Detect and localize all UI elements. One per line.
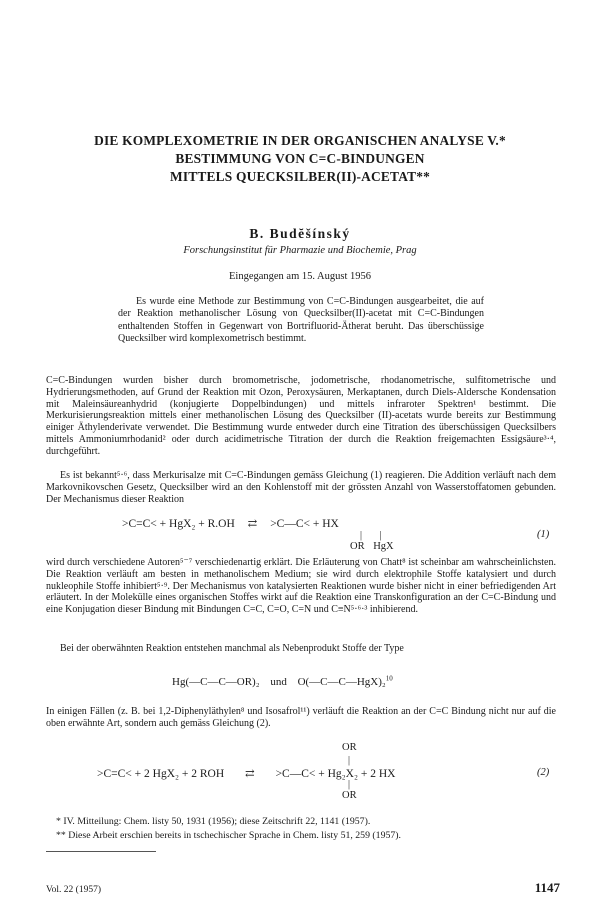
equation-2 xyxy=(97,766,395,780)
equation-2-top-bond: | xyxy=(348,755,351,766)
paragraph-2 xyxy=(46,470,556,505)
paragraph-5-text: In einigen Fällen (z. B. bei 1,2-Diphenyläthylen⁸ und Isosafrol¹¹) verläuft die Reaktion an der C=C Bindung nicht nur auf die oben erwähnte Art, sondern auch gemäss Gleichung (2). xyxy=(46,706,556,729)
paragraph-3 xyxy=(46,557,556,616)
abstract xyxy=(118,296,484,345)
title-line-2: BESTIMMUNG VON C=C-BINDUNGEN xyxy=(175,151,425,166)
author-name: B. Budĕšínský xyxy=(249,226,351,241)
equation-1 xyxy=(122,516,339,530)
paragraph-1 xyxy=(46,375,556,458)
abstract-text: Es wurde eine Methode zur Bestimmung von C=C-Bindungen ausgearbeitet, die auf der Reaktion methanolischer Lösung von Quecksilber(II)-acetat mit C=C-Bindungen enthaltenden Stoffen in Gegenwart von Bortrifluorid-Ätherat beruht. Das überschüssige Quecksilber wird komplexometrisch bestimmt. xyxy=(118,296,484,344)
equation-1-bonds: | | xyxy=(360,530,382,541)
journal-volume: Vol. 22 (1957) xyxy=(46,885,101,895)
side-product-formula xyxy=(172,676,393,688)
footnote-1: * IV. Mitteilung: Chem. listy 50, 1931 (1956); diese Zeitschrift 22, 1141 (1957). xyxy=(56,816,371,827)
equation-2-left: >C=C< + 2 HgX₂ + 2 ROH xyxy=(97,768,225,780)
equation-2-right: >C—C< + Hg₂X₂ + 2 HX xyxy=(275,768,396,780)
equation-2-number: (2) xyxy=(537,767,550,778)
paragraph-5 xyxy=(46,706,556,730)
equation-1-right: >C—C< + HX xyxy=(270,518,339,530)
footnote-rule xyxy=(46,851,156,852)
equation-1-number: (1) xyxy=(537,529,550,540)
equation-1-substituents xyxy=(350,541,394,552)
author-affiliation: Forschungsinstitut für Pharmazie und Biochemie, Prag xyxy=(183,245,417,256)
title-line-1: DIE KOMPLEXOMETRIE IN DER ORGANISCHEN ANALYSE V.* xyxy=(94,133,506,148)
paragraph-3-text: wird durch verschiedene Autoren⁵⁻⁷ verschiedenartig erklärt. Die Erläuterung von Chatt⁸ ist scheinbar am wahrscheinlichsten. Die Reaktion verläuft am besten in methanolischem Medium; sie wird durch elektrophile Stoffe katalysiert und durch nukleophile Stoffe inhibiert⁵·⁹. Der Mechanismus von katalysierten Reaktionen wurde bisher nicht in einer befriedigenden Art erläutert. In der Molekülle eines organischen Stoffes wirkt auf die Reaktion eine Transkonfiguration an der C=C-Bindung und eine Konjugation dieser Bindung mit Bindungen C=C, C=O, C=N und C≡N⁵·⁶·³ inhibierend. xyxy=(46,557,556,616)
equation-1-arrow: ⇄ xyxy=(247,518,258,530)
equation-2-bottom-bond: | xyxy=(348,779,351,790)
equation-1-left: >C=C< + HgX₂ + R.OH xyxy=(122,518,235,530)
paragraph-4-text: Bei der oberwähnten Reaktion entstehen manchmal als Nebenprodukt Stoffe der Type xyxy=(60,643,404,654)
equation-2-arrow: ⇄ xyxy=(245,768,255,780)
equation-2-bottom-or: OR xyxy=(342,790,357,801)
paragraph-2-text: Es ist bekannt⁵·⁶, dass Merkurisalze mit C=C-Bindungen gemäss Gleichung (1) reagieren. Die Addition verläuft nach dem Markovnikovschen Gesetz, Quecksilber wird an den Kohlenstoff mit der grössten Anzahl von Wasserstoffatomen gebunden. Der Mechanismus dieser Reaktion xyxy=(46,470,556,505)
page-number: 1147 xyxy=(534,880,560,895)
side-product-und: und xyxy=(270,676,287,688)
footnote-2: ** Diese Arbeit erschien bereits in tschechischer Sprache in Chem. listy 51, 259 (1957). xyxy=(56,829,401,841)
paragraph-1-text: C=C-Bindungen wurden bisher durch bromometrische, jodometrische, rhodanometrische, sulfitometrische und Hydrierungsmethoden, auf Grund der Reaktion mit Ozon, Peroxysäuren, Merkaptanen, durch Diels-Aldersche Kondensation mit Maleinsäureanhydrid (konjugierte Doppelbindungen) und mittels infraroter Spektren¹ bestimmt. Die Merkurisierungsreaktion mittels einer methanolischen Lösung des Quecksilber (II)-acetats wurde bereits zur Bestimmung einiger Äthylenderivate verwendet. Die Bestimmung wurde entweder durch eine Titration des überschüssigen Quecksilbers mittels Ammoniumrhodanid² oder durch acidimetrische Titration der durch die Reaktion freigemachten Essigsäure³·⁴, durchgeführt. xyxy=(46,375,556,457)
side-product-right: O(—C—C—HgX)₂ xyxy=(297,676,386,688)
received-date: Eingegangen am 15. August 1956 xyxy=(228,271,372,282)
paragraph-4 xyxy=(46,643,556,655)
equation-1-or: OR xyxy=(350,541,365,552)
title-line-3: MITTELS QUECKSILBER(II)-ACETAT** xyxy=(169,169,430,184)
footnotes xyxy=(56,815,566,842)
side-product-left: Hg(—C—C—OR)₂ xyxy=(172,676,260,688)
side-product-ref: 10 xyxy=(385,674,393,683)
equation-1-hgx: HgX xyxy=(373,541,394,552)
equation-2-top-or: OR xyxy=(342,742,357,753)
